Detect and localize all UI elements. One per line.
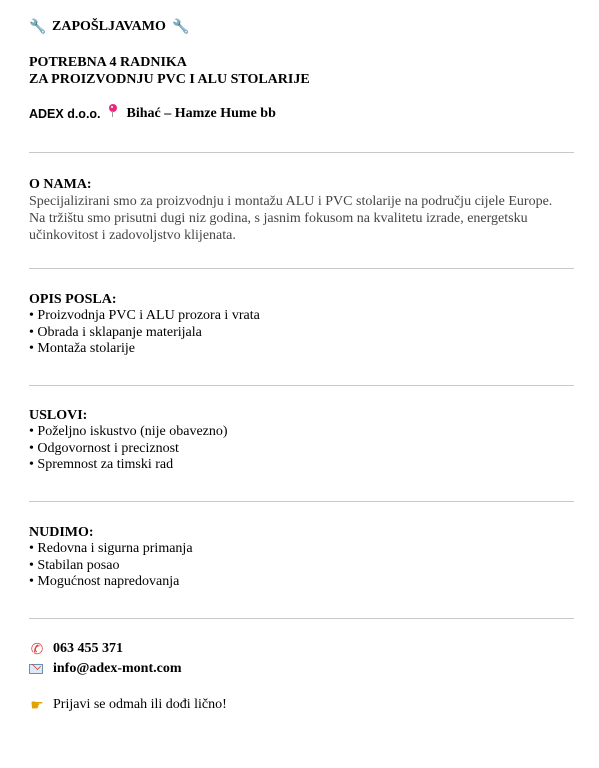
list-item: • Redovna i sigurna primanja xyxy=(29,541,193,556)
company-row xyxy=(29,105,276,123)
conditions-section xyxy=(29,407,574,474)
offer-title: NUDIMO: xyxy=(29,525,94,540)
list-item: • Poželjno iskustvo (nije obavezno) xyxy=(29,424,228,439)
offer-list xyxy=(29,541,574,591)
envelope-icon xyxy=(29,661,45,677)
cta-text: Prijavi se odmah ili dođi lično! xyxy=(53,697,227,712)
ad-subtitle xyxy=(29,54,310,88)
job-title: OPIS POSLA: xyxy=(29,292,117,307)
list-item: • Proizvodnja PVC i ALU prozora i vrata xyxy=(29,308,260,323)
divider xyxy=(29,501,574,502)
cta-row xyxy=(29,696,227,714)
about-line-3: učinkovitost i zadovoljstvo klijenata. xyxy=(29,228,236,243)
subtitle-line-1: POTREBNA 4 RADNIKA xyxy=(29,55,187,70)
ad-heading xyxy=(29,17,190,37)
about-title: O NAMA: xyxy=(29,177,92,192)
about-line-2: Na tržištu smo prisutni dugi niz godina, s jasnim fokusom na kvalitetu izrade, energetsku xyxy=(29,211,528,226)
divider xyxy=(29,385,574,386)
wrench-icon: 🔧 xyxy=(172,19,190,35)
divider xyxy=(29,618,574,619)
pointing-hand-icon: ☛ xyxy=(30,696,44,714)
list-item: • Montaža stolarije xyxy=(29,341,135,357)
list-item: • Mogućnost napredovanja xyxy=(29,574,180,590)
list-item: • Obrada i sklapanje materijala xyxy=(29,324,202,340)
company-name: ADEX d.o.o. xyxy=(29,107,101,121)
about-section xyxy=(29,176,574,244)
list-item: • Stabilan posao xyxy=(29,557,120,573)
conditions-title: USLOVI: xyxy=(29,408,88,423)
conditions-list xyxy=(29,424,574,474)
pushpin-icon xyxy=(107,104,119,118)
divider xyxy=(29,152,574,153)
offer-section xyxy=(29,524,574,591)
heading-text: ZAPOŠLJAVAMO xyxy=(52,19,166,34)
about-line-1: Specijalizirani smo za proizvodnju i montažu ALU i PVC stolarije na području cijele Europe. xyxy=(29,194,553,209)
list-item: • Odgovornost i preciznost xyxy=(29,440,179,456)
list-item: • Spremnost za timski rad xyxy=(29,457,174,473)
job-list xyxy=(29,308,574,358)
phone-icon: ✆ xyxy=(30,640,44,658)
subtitle-line-2: ZA PROIZVODNJU PVC I ALU STOLARIJE xyxy=(29,72,310,87)
email-address[interactable]: info@adex-mont.com xyxy=(53,661,182,676)
phone-row[interactable] xyxy=(29,640,123,658)
company-location: Bihać – Hamze Hume bb xyxy=(126,106,276,121)
wrench-icon: 🔧 xyxy=(29,19,47,35)
divider xyxy=(29,268,574,269)
job-section xyxy=(29,291,574,358)
email-row[interactable] xyxy=(29,660,182,678)
phone-number[interactable]: 063 455 371 xyxy=(53,641,123,656)
